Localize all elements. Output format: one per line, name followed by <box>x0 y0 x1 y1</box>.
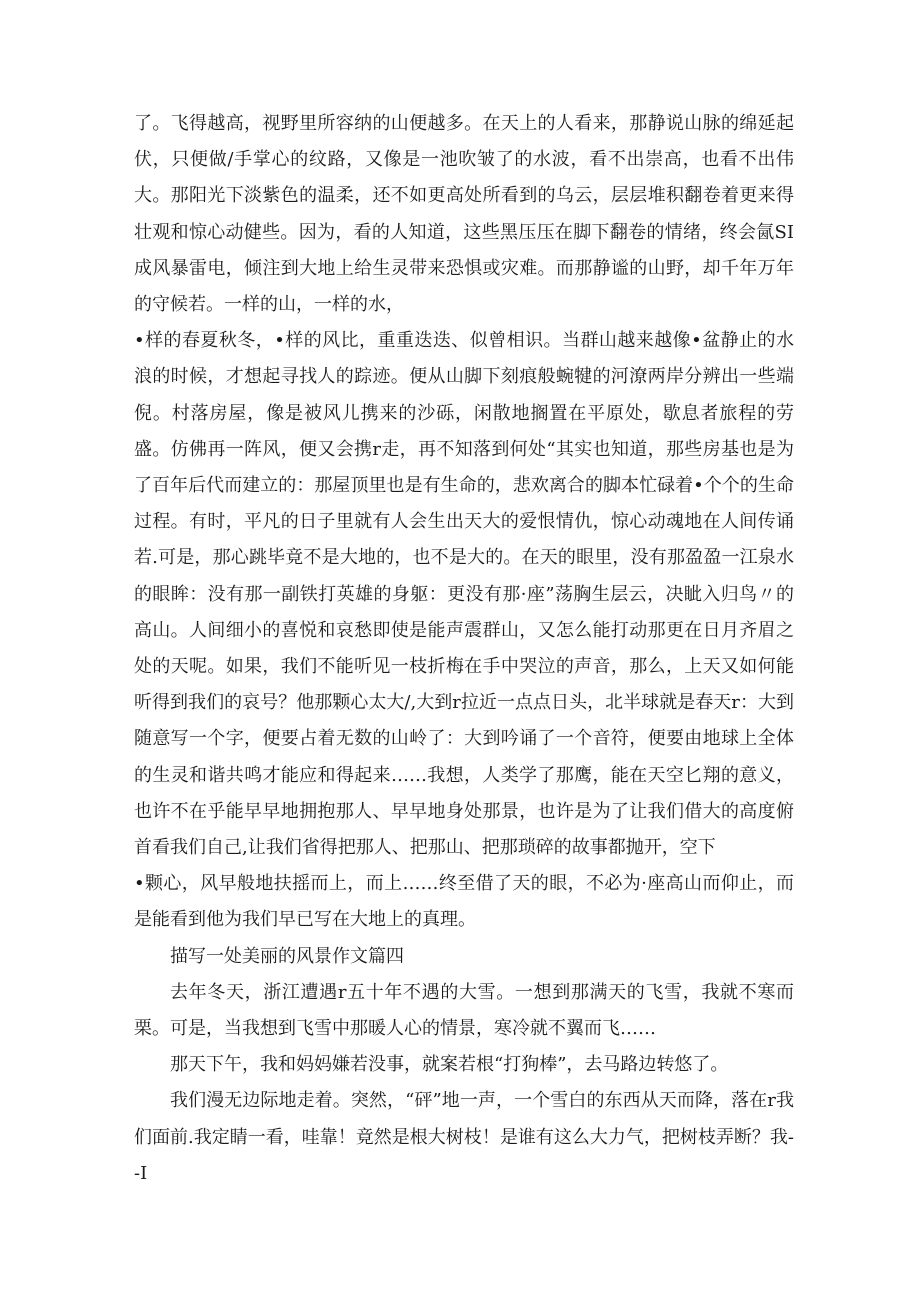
paragraph-6: 我们漫无边际地走着。突然，“砰”地一声，一个雪白的东西从天而降，落在r我们面前.我定睛一看，哇靠！竟然是根大树枝！是谁有这么大力气，把树枝弄断？我--I <box>134 1090 794 1184</box>
paragraph-1: 了。飞得越高，视野里所容纳的山便越多。在天上的人看来，那静说山脉的绵延起伏，只便做/手掌心的纹路，又像是一池吹皱了的水波，看不出崇高，也看不出伟大。那阳光下淡紫色的温柔，还不如更高处所看到的乌云，层层堆积翻卷着更来得壮观和惊心动健些。因为，看的人知道，这些黑压压在脚下翻卷的情绪，终会氤SI成风暴雷电，倾注到大地上给生灵带来恐惧或灾难。而那静谧的山野，却千年万年的守候若。一样的山，一样的水， <box>134 113 794 316</box>
paragraph-3: •颗心，风早般地扶摇而上，而上……终至借了天的眼，不必为·座高山而仰止，而是能看到他为我们早已写在大地上的真理。 <box>134 873 794 931</box>
paragraph-5: 那天下午，我和妈妈嫌若没事，就案若根“打狗棒”，去马路边转悠了。 <box>170 1054 729 1076</box>
paragraph-4: 去年冬天，浙江遭遇r五十年不遇的大雪。一想到那满天的飞雪，我就不寒而栗。可是，当我想到飞雪中那暖人心的情景，寒冷就不翼而飞…… <box>134 981 794 1040</box>
paragraph-2: •样的春夏秋冬，•样的风比，重重迭迭、似曾相识。当群山越来越像•盆静止的水浪的时候，才想起寻找人的踪迹。便从山脚下刻痕般蜿犍的河潦两岸分辨出一些端倪。村落房屋，像是被风儿携来的沙砾，闲散地搁置在平原处，歇息者旅程的劳盛。仿佛再一阵风，便又会携r走，再不知落到何处“其实也知道，那些房基也是为了百年后代而建立的：那屋顶里也是有生命的，悲欢离合的脚本忙碌着•个个的生命过程。有时，平凡的日子里就有人会生出天大的爱恨情仇，惊心动魂地在人间传诵若.可是，那心跳毕竟不是大地的，也不是大的。在天的眼里，没有那盈盈一江泉水的眼眸：没有那一副铁打英雄的身躯：更没有那·座”荡胸生层云，决眦入归鸟〃的高山。人间细小的喜悦和哀愁即使是能声震群山，又怎么能打动那更在日月齐眉之处的天呢。如果，我们不能听见一枝折梅在手中哭泣的声音，那么，上天又如何能听得到我们的哀号？他那颗心太大/,大到r拉近一点点日头，北半球就是春天r：大到随意写一个字，便要占着无数的山岭了：大到吟诵了一个音符，便要由地球上全体的生灵和谐共鸣才能应和得起来……我想，人类学了那鹰，能在天空匕翔的意义，也许不在乎能早早地拥抱那人、早早地身处那景，也许是为了让我们借大的高度俯首看我们自己,让我们省得把那人、把那山、把那琐碎的故事都抛开，空下 <box>134 330 794 859</box>
document-body <box>134 106 794 1192</box>
section-heading: 描写一处美丽的风景作文篇四 <box>170 945 404 967</box>
